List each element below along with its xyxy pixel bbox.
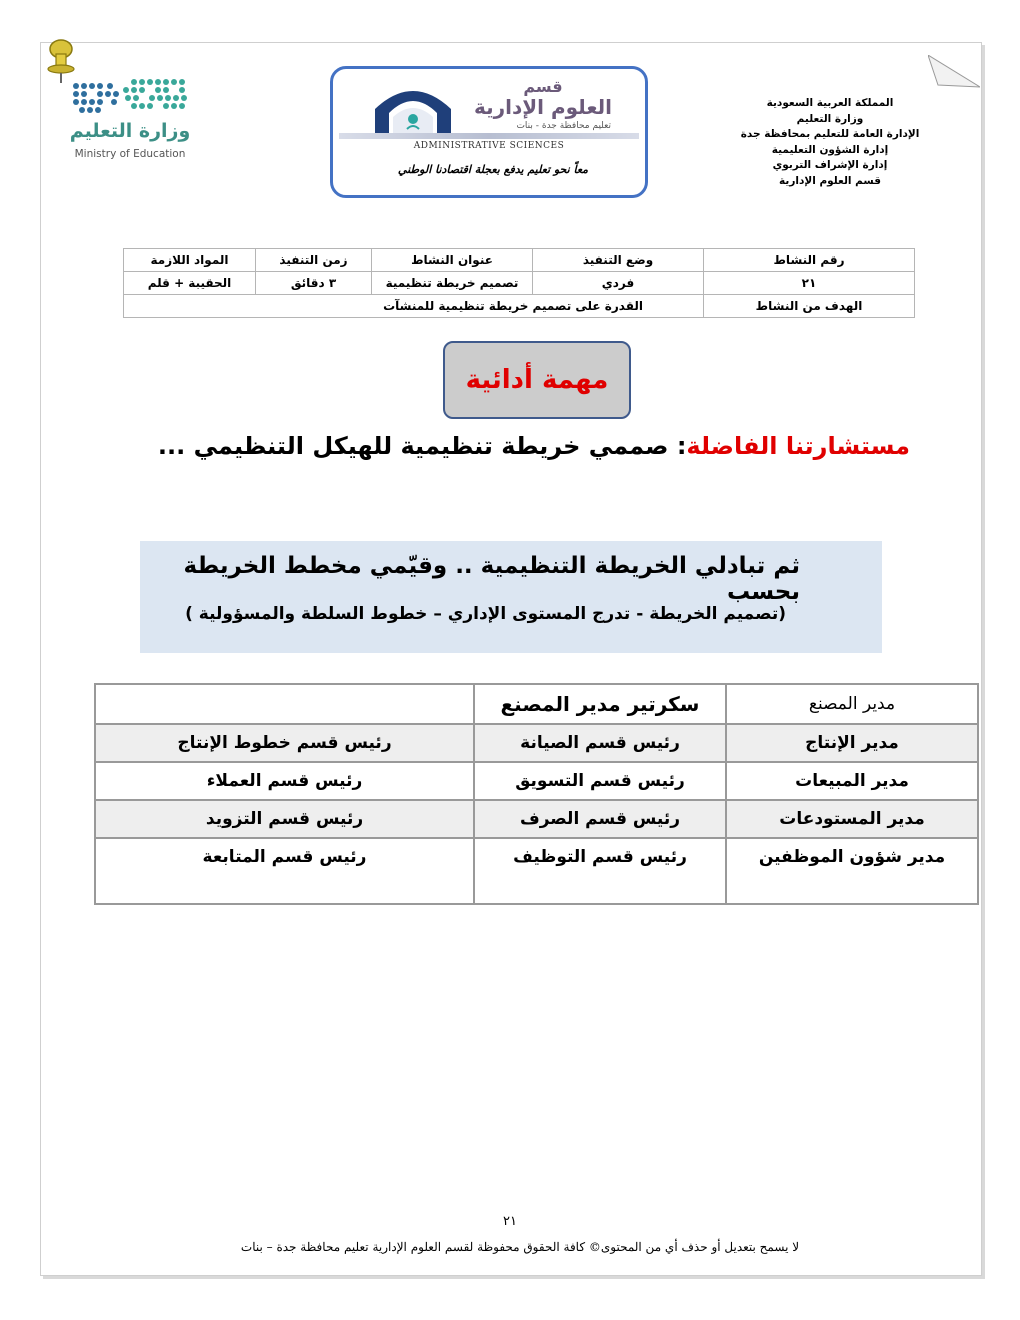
table-cell: مدير الإنتاج: [726, 724, 978, 762]
table-cell: سكرتير مدير المصنع: [474, 684, 726, 724]
instruction-text: : صممي خريطة تنظيمية للهيكل التنظيمي ...: [157, 432, 687, 460]
table-row: [95, 724, 978, 762]
activity-header-cell: رقم النشاط: [704, 249, 915, 272]
building-arch-icon: [367, 79, 459, 135]
table-row: [95, 762, 978, 800]
copyright-footer: لا يسمح بتعديل أو حذف أي من المحتوى© كافة الحقوق محفوظة لقسم العلوم الإدارية تعليم محافظة جدة – بنات: [240, 1240, 800, 1254]
table-cell: رئيس قسم المتابعة: [95, 838, 474, 904]
ministry-arabic-name: وزارة التعليم: [69, 120, 191, 142]
activity-value-row: [124, 272, 915, 295]
table-cell: رئيس قسم الصيانة: [474, 724, 726, 762]
task-title: مهمة أدائية: [443, 341, 631, 419]
table-cell: مدير المبيعات: [726, 762, 978, 800]
header-line: المملكة العربية السعودية: [766, 97, 894, 109]
activity-header-cell: زمن التنفيذ: [256, 249, 372, 272]
activity-header-cell: وضع التنفيذ: [533, 249, 704, 272]
header-line: الإدارة العامة للتعليم بمحافظة جدة: [740, 128, 920, 140]
table-cell: مدير المصنع: [726, 684, 978, 724]
department-logo: [330, 66, 648, 198]
activity-header-cell: عنوان النشاط: [372, 249, 533, 272]
instruction-label: مستشارتنا الفاضلة: [686, 432, 910, 460]
page-fold-icon: [928, 55, 980, 95]
logo-title: [463, 77, 623, 117]
table-cell: مدير المستودعات: [726, 800, 978, 838]
activity-goal-label: الهدف من النشاط: [704, 295, 915, 318]
table-cell: رئيس قسم الصرف: [474, 800, 726, 838]
activity-value-cell: الحقيبة + قلم: [124, 272, 256, 295]
activity-goal-value: القدرة على تصميم خريطة تنظيمية للمنشآت: [124, 295, 704, 318]
org-positions-table: [94, 683, 979, 905]
logo-subtitle: تعليم محافظة جدة - بنات: [516, 121, 611, 131]
ministry-logo: [68, 76, 192, 166]
logo-motto: معاً نحو تعليم يدفع بعجلة اقتصادنا الوطني: [397, 163, 589, 176]
evaluation-box: [140, 541, 882, 653]
activity-value-cell: تصميم خريطة تنظيمية: [372, 272, 533, 295]
table-cell: رئيس قسم التسويق: [474, 762, 726, 800]
table-cell: رئيس قسم التوظيف: [474, 838, 726, 904]
table-row: [95, 838, 978, 904]
activity-value-cell: فردي: [533, 272, 704, 295]
header-line: إدارة الشؤون التعليمية: [771, 143, 889, 156]
activity-table: [123, 248, 915, 318]
header-line: قسم العلوم الإدارية: [779, 174, 881, 187]
table-cell: رئيس قسم خطوط الإنتاج: [95, 724, 474, 762]
activity-value-cell: ٢١: [704, 272, 915, 295]
table-row: [95, 684, 978, 724]
table-cell: رئيس قسم العملاء: [95, 762, 474, 800]
header-line: إدارة الإشراف التربوي: [772, 159, 888, 171]
logo-divider: [339, 133, 639, 139]
table-cell: مدير شؤون الموظفين: [726, 838, 978, 904]
evaluation-line2: (تصميم الخريطة - تدرج المستوى الإداري – خطوط السلطة والمسؤولية ): [185, 604, 786, 624]
logo-english: ADMINISTRATIVE SCIENCES: [413, 141, 565, 151]
instruction: [150, 432, 910, 460]
header-line: وزارة التعليم: [796, 112, 864, 125]
ministry-dots-icon: [68, 76, 192, 120]
document-page: [40, 42, 982, 1276]
table-cell: رئيس قسم التزويد: [95, 800, 474, 838]
ministry-english-name: Ministry of Education: [74, 148, 186, 160]
activity-goal-row: [124, 295, 915, 318]
table-cell: [95, 684, 474, 724]
page-number: ٢١: [503, 1214, 517, 1229]
logo-title-line1: قسم: [523, 77, 563, 96]
logo-title-line2: العلوم الإدارية: [474, 95, 612, 119]
header-org-lines: [740, 96, 920, 189]
activity-header-row: [124, 249, 915, 272]
table-row: [95, 800, 978, 838]
evaluation-line1: ثم تبادلي الخريطة التنظيمية .. وقيّمي مخطط الخريطة بحسب: [183, 553, 800, 605]
activity-value-cell: ٣ دقائق: [256, 272, 372, 295]
activity-header-cell: المواد اللازمة: [124, 249, 256, 272]
